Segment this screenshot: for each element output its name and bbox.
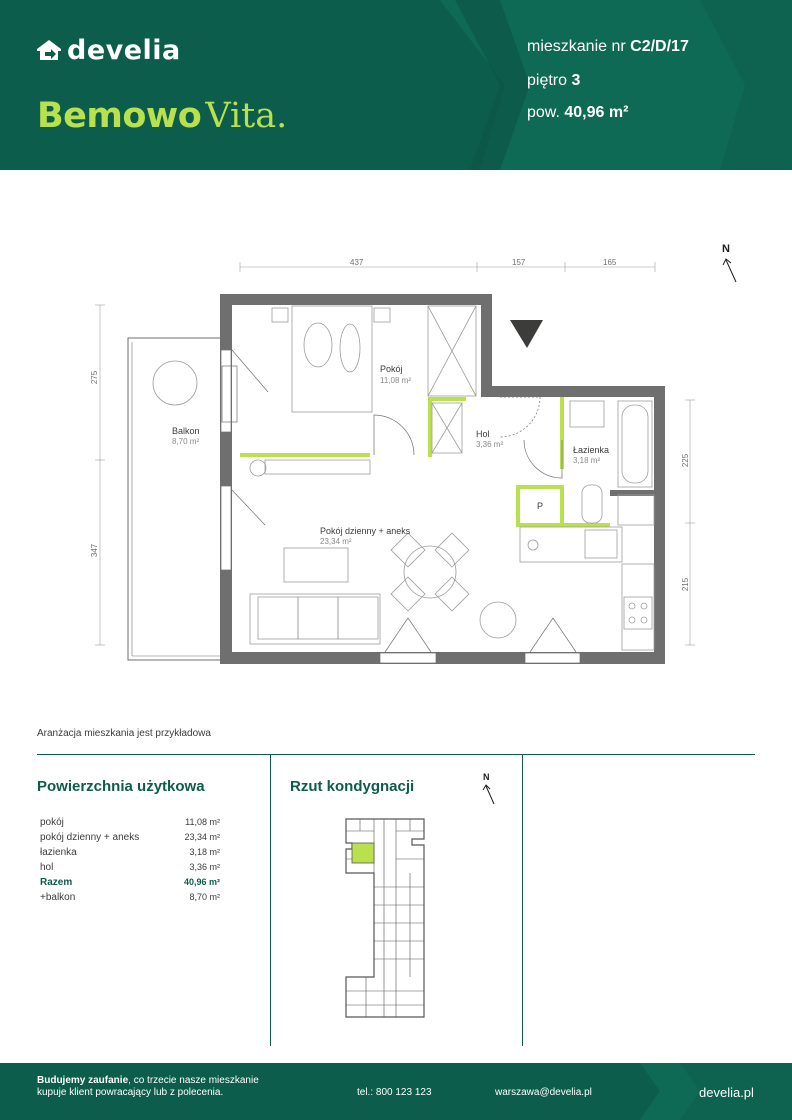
floor-plan-title: Rzut kondygnacji (290, 778, 415, 795)
room-label-living: Pokój dzienny + aneks (320, 526, 411, 536)
area-row-value: 23,34 m² (184, 832, 220, 842)
apartment-area-value: 40,96 m² (564, 104, 629, 121)
usable-area-title: Powierzchnia użytkowa (37, 778, 205, 795)
dim-right-2: 215 (681, 577, 691, 592)
phone-link[interactable]: tel.: 800 123 123 (357, 1087, 432, 1098)
arrangement-note: Aranżacja mieszkania jest przykładowa (37, 728, 211, 739)
apartment-floor-value: 3 (571, 72, 581, 89)
area-row-label: pokój (40, 817, 64, 828)
balcony (128, 338, 222, 660)
fixture-label: P (537, 501, 544, 511)
email-link[interactable]: warszawa@develia.pl (495, 1087, 592, 1098)
room-label-balkon: Balkon (172, 426, 200, 436)
dim-top-3: 165 (603, 258, 617, 267)
area-row (40, 832, 220, 847)
area-row-label: hol (40, 862, 54, 873)
room-area-pokoj: 11,08 m² (380, 376, 411, 385)
project-name-part2: Vita. (205, 96, 288, 136)
area-row-value: 3,18 m² (189, 847, 220, 857)
dim-left-2: 347 (90, 543, 100, 558)
area-row-value: 3,36 m² (189, 862, 220, 872)
north-arrow-icon (722, 254, 742, 284)
area-row (40, 862, 220, 877)
slogan (37, 1075, 259, 1099)
apartment-number-value: C2/D/17 (630, 38, 689, 55)
usable-area-table (40, 817, 220, 907)
apartment-area-label: pow. (527, 104, 560, 121)
footer (0, 1063, 792, 1120)
entrance-marker (510, 320, 543, 348)
room-label-hol: Hol (476, 429, 490, 439)
floor-plan-north-arrow-icon (482, 782, 500, 806)
room-area-lazienka: 3,18 m² (573, 456, 601, 465)
room-label-lazienka: Łazienka (573, 445, 610, 455)
slogan-bold: Budujemy zaufanie (37, 1075, 129, 1086)
brand-name: develia (67, 34, 181, 66)
divider-vertical-1 (270, 754, 271, 1046)
area-row-total (40, 877, 220, 892)
dim-right-1: 225 (681, 453, 691, 468)
apartment-number-label: mieszkanie nr (527, 38, 626, 55)
walls (220, 294, 665, 664)
room-label-pokoj: Pokój (380, 364, 403, 374)
partition-walls (240, 397, 610, 527)
divider-vertical-2 (522, 754, 523, 1046)
area-row-label: łazienka (40, 847, 77, 858)
dim-top-2: 157 (512, 258, 526, 267)
area-row (40, 892, 220, 907)
apartment-location-highlight (352, 843, 374, 863)
dim-left-1: 275 (90, 370, 100, 385)
project-name-part1: Bemowo (37, 96, 202, 136)
area-row-label: Razem (40, 877, 73, 888)
slogan-line2: kupuje klient powracający lub z polecenia. (37, 1087, 224, 1098)
room-area-balkon: 8,70 m² (172, 437, 200, 446)
area-row-label: pokój dzienny + aneks (40, 832, 140, 843)
slogan-rest: , co trzecie nasze mieszkanie (128, 1075, 259, 1086)
room-area-living: 23,34 m² (320, 537, 352, 546)
divider-horizontal (37, 754, 755, 755)
area-row-label: +balkon (40, 892, 76, 903)
area-row (40, 817, 220, 832)
dim-top-1: 437 (350, 258, 364, 267)
area-row-value: 40,96 m² (183, 877, 220, 887)
apartment-floor-label: piętro (527, 72, 568, 89)
room-area-hol: 3,36 m² (476, 440, 504, 449)
north-label: N (722, 243, 730, 255)
area-row-value: 11,08 m² (185, 817, 220, 827)
building-floor-plan (340, 815, 430, 1025)
area-row-value: 8,70 m² (189, 892, 220, 902)
area-row (40, 847, 220, 862)
website-link[interactable]: develia.pl (699, 1085, 754, 1100)
floor-plan-north-label: N (483, 772, 490, 782)
